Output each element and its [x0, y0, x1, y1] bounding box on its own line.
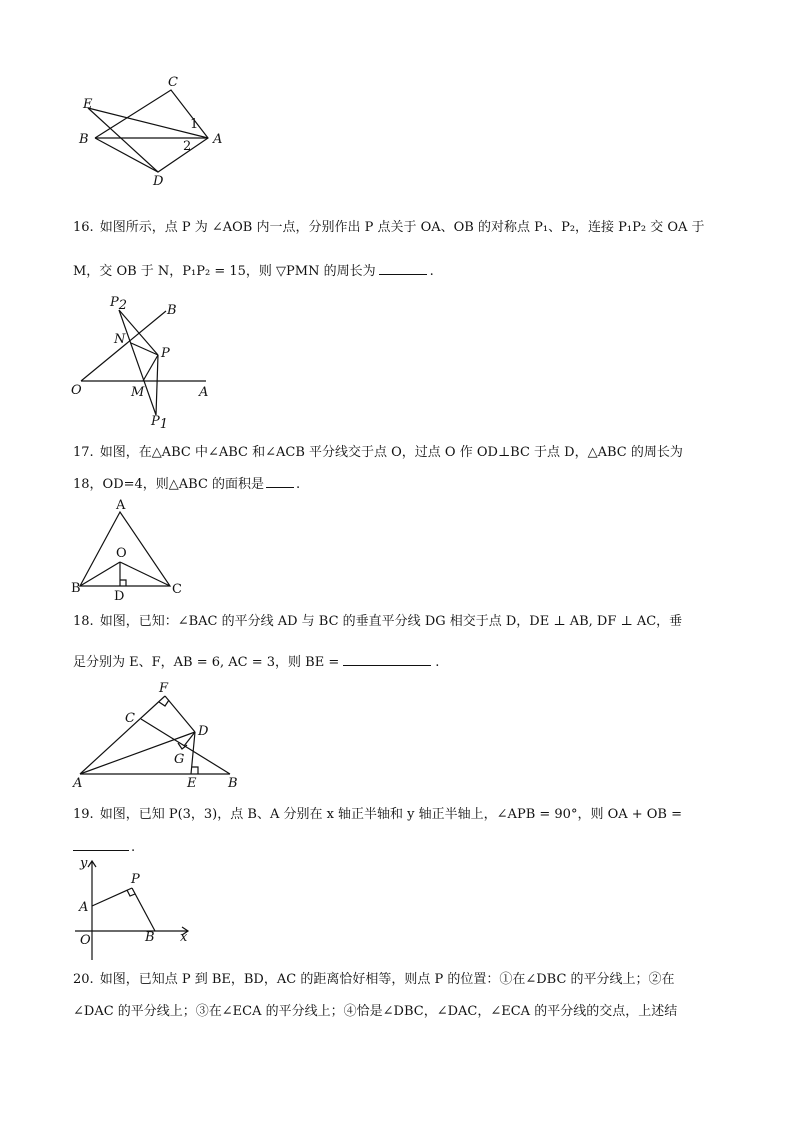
fig18-segment-FD [165, 696, 195, 732]
figure-15 [70, 70, 230, 195]
question-17-text-2: 18，OD=4，则△ABC 的面积是 [73, 477, 265, 492]
answer-blank-18[interactable] [343, 653, 431, 666]
fig15-label-C: C [168, 75, 178, 90]
question-20-text-1: 如图，已知点 P 到 BE，BD，AC 的距离恰好相等，则点 P 的位置：①在∠DBC 的平分线上；②在 [99, 972, 675, 987]
question-18-number: 18. [73, 614, 94, 629]
fig17-label-D: D [114, 589, 125, 604]
question-16-text-2: M，交 OB 于 N，P₁P₂ = 15，则 ▽PMN 的周长为 [73, 264, 376, 279]
fig18-right-angle-E [192, 767, 198, 774]
answer-blank-19[interactable] [73, 838, 129, 851]
fig18-label-E: E [187, 776, 197, 791]
figure-15-svg [70, 70, 230, 195]
answer-blank-16[interactable] [379, 262, 427, 275]
question-20-number: 20. [73, 972, 94, 987]
question-17-line-2 [73, 475, 723, 492]
fig18-label-G: G [174, 752, 185, 767]
figure-16 [68, 293, 218, 433]
question-16-number: 16. [73, 220, 94, 235]
question-17-number: 17. [73, 445, 94, 460]
question-19-text-1: 如图，已知 P(3，3)，点 B、A 分别在 x 轴正半轴和 y 轴正半轴上，∠APB = 90°，则 OA + OB = [99, 807, 683, 822]
figure-19-svg [70, 855, 200, 965]
question-19-number: 19. [73, 807, 94, 822]
fig16-segment-PP1 [156, 355, 158, 415]
figure-18-svg [70, 680, 245, 792]
question-20-line-1 [73, 973, 723, 987]
answer-blank-17[interactable] [266, 475, 294, 488]
question-17-line-1 [73, 446, 723, 460]
question-16-line-2 [73, 262, 723, 279]
question-18-text-1: 如图，已知：∠BAC 的平分线 AD 与 BC 的垂直平分线 DG 相交于点 D，DE ⊥ AB, DF ⊥ AC，垂 [99, 614, 683, 629]
question-16-line-1 [73, 221, 723, 235]
question-20-text-2: ∠DAC 的平分线上；③在∠ECA 的平分线上；④恰是∠DBC，∠DAC，∠ECA 的平分线的交点，上述结 [73, 1004, 678, 1019]
question-19-end: . [131, 840, 136, 855]
question-18-end: . [435, 655, 440, 670]
fig16-label-B: B [167, 303, 177, 318]
fig19-label-A: A [79, 900, 89, 915]
question-19-line-2 [73, 838, 723, 855]
fig18-label-F: F [159, 681, 169, 696]
question-18-line-2 [73, 653, 723, 670]
figure-19 [70, 855, 200, 965]
fig16-segment-PM [143, 355, 158, 381]
question-17-text-1: 如图，在△ABC 中∠ABC 和∠ACB 平分线交于点 O，过点 O 作 OD⊥BC 于点 D，△ABC 的周长为 [99, 445, 683, 460]
figure-17 [68, 500, 198, 605]
fig17-label-B: B [71, 581, 81, 596]
fig16-label-M: M [131, 385, 145, 400]
fig15-label-D: D [153, 174, 164, 189]
fig19-segment-AP [92, 888, 132, 906]
fig16-segment-PN [131, 343, 158, 355]
fig15-label-angle-1: 1 [190, 117, 199, 132]
fig15-label-B: B [79, 132, 89, 147]
fig17-right-angle-mark [120, 580, 126, 586]
question-16-end: . [429, 264, 434, 279]
fig16-label-O: O [71, 383, 82, 398]
fig18-label-D: D [198, 724, 209, 739]
question-16-text-1: 如图所示，点 P 为 ∠AOB 内一点，分别作出 P 点关于 OA、OB 的对称点 P₁、P₂，连接 P₁P₂ 交 OA 于 [99, 220, 705, 235]
question-19-line-1 [73, 808, 723, 822]
fig18-label-C: C [125, 711, 135, 726]
figure-17-svg [68, 500, 198, 605]
fig19-label-O: O [80, 933, 91, 948]
fig15-label-angle-2: 2 [183, 139, 192, 154]
fig17-label-O: O [116, 546, 127, 561]
question-18-line-1 [73, 615, 723, 629]
fig18-label-B: B [228, 776, 238, 791]
fig18-segment-AF [80, 696, 165, 774]
fig18-segment-DE [191, 732, 195, 774]
question-17-end: . [296, 477, 301, 492]
fig19-segment-PB [132, 888, 155, 931]
fig19-label-P: P [131, 872, 140, 887]
fig19-label-B: B [145, 930, 155, 945]
figure-16-svg [68, 293, 218, 433]
fig16-label-P2: P2 [110, 295, 128, 313]
fig15-label-A: A [213, 132, 223, 147]
question-20-line-2 [73, 1005, 723, 1019]
fig18-label-A: A [73, 776, 83, 791]
fig17-label-C: C [172, 582, 182, 597]
fig16-label-N: N [114, 332, 126, 347]
fig16-label-P1: P1 [151, 414, 169, 432]
question-18-text-2: 足分别为 E、F，AB = 6, AC = 3，则 BE = [73, 655, 340, 670]
fig15-label-E: E [83, 97, 93, 112]
fig16-label-P: P [161, 346, 170, 361]
figure-18 [70, 680, 245, 792]
fig17-label-A: A [116, 498, 126, 513]
fig19-label-y: y [80, 856, 88, 871]
fig16-label-A: A [199, 385, 209, 400]
fig19-label-x: x [180, 930, 188, 945]
